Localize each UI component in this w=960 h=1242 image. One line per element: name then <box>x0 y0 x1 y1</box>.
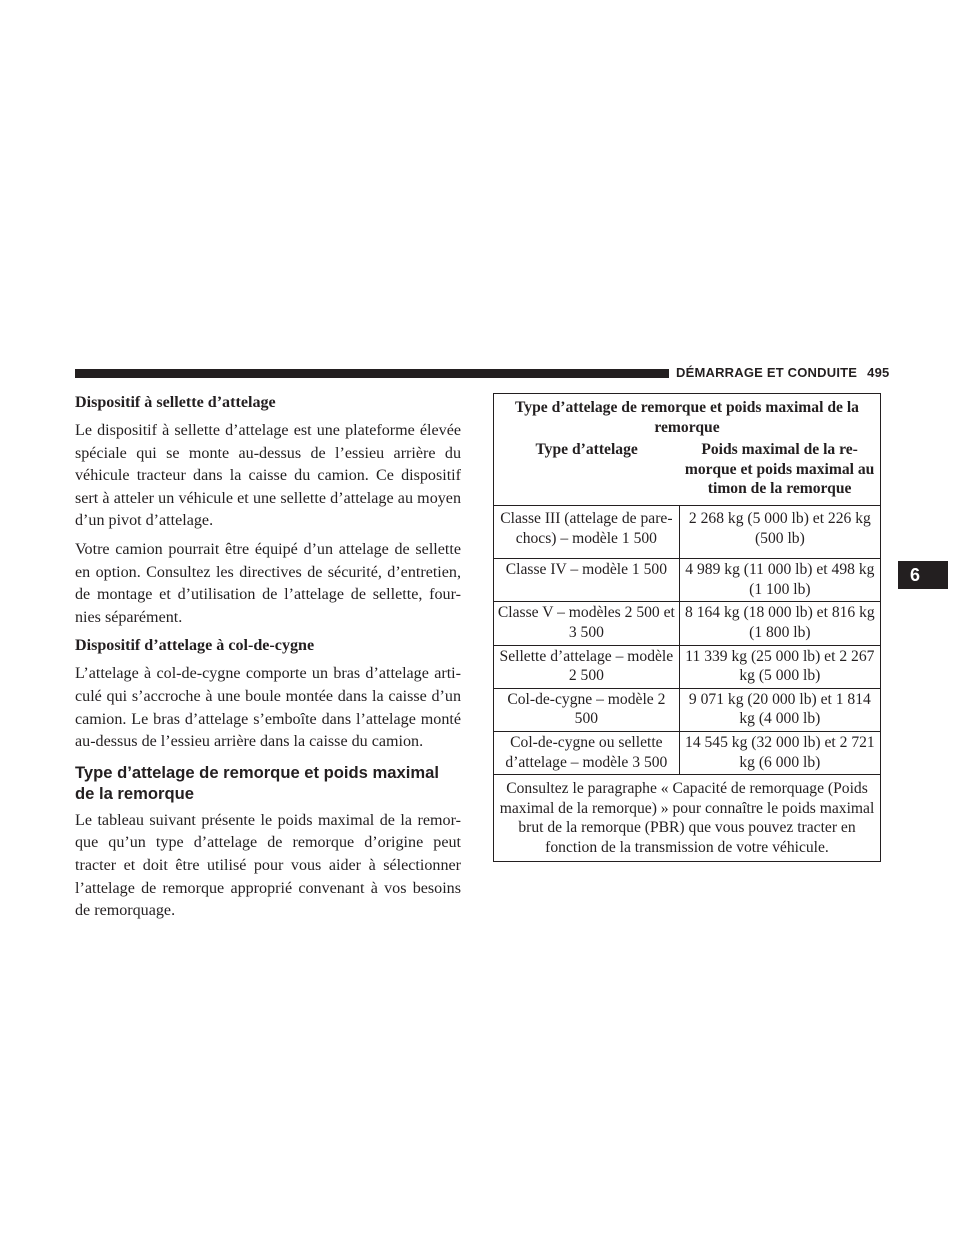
cell-type: Sellette d’attelage – modèle 2 500 <box>494 645 680 688</box>
paragraph-fifth-wheel-1: Le dispositif à sellette d’attelage est une plateforme élevée spéciale qui se monte au-dessus de l’essieu arrière du véhicule tracteur dans la caisse du camion. Ce dispositif sert à atteler un véhicule et une sellette d’attelage au moyen d’un pivot d’attelage. <box>75 422 461 530</box>
section-title: Type d’attelage de remorque et poids maximal de la remorque <box>75 762 439 803</box>
cell-type: Classe IV – modèle 1 500 <box>494 559 680 602</box>
column-header-weight: Poids maximal de la re- morque et poids maximal au timon de la remorque <box>679 439 880 505</box>
table-title: Type d’attelage de remorque et poids maximal de la remorque <box>494 394 881 440</box>
cell-weight: 2 268 kg (5 000 lb) et 226 kg (500 lb) <box>679 505 880 558</box>
page-number: 495 <box>867 365 890 380</box>
left-column <box>75 392 461 929</box>
cell-type: Classe V – modèles 2 500 et 3 500 <box>494 602 680 645</box>
heading-gooseneck: Dispositif d’attelage à col-de-cygne <box>75 637 315 655</box>
table-note-row <box>494 775 881 862</box>
cell-weight: 14 545 kg (32 000 lb) et 2 721 kg (6 000 lb) <box>679 731 880 774</box>
paragraph-gooseneck: L’attelage à col-de-cygne comporte un bras d’attelage arti- culé qui s’accroche à une boule montée dans la caisse d’un camion. Le bras d’attelage s’emboîte dans l’attelage monté au-dessus de l’essieu arrière dans la caisse du camion. <box>75 665 461 751</box>
table-row <box>494 602 881 645</box>
table-row <box>494 645 881 688</box>
table-row <box>494 731 881 774</box>
table-row <box>494 688 881 731</box>
cell-weight: 4 989 kg (11 000 lb) et 498 kg (1 100 lb) <box>679 559 880 602</box>
cell-weight: 9 071 kg (20 000 lb) et 1 814 kg (4 000 lb) <box>679 688 880 731</box>
chapter-tab: 6 <box>898 561 948 589</box>
heading-fifth-wheel: Dispositif à sellette d’attelage <box>75 394 276 411</box>
section-name: DÉMARRAGE ET CONDUITE <box>676 365 858 380</box>
paragraph-fifth-wheel-2: Votre camion pourrait être équipé d’un attelage de sellette en option. Consultez les directives de sécurité, d’entretien, de montage et d’utilisation de l’attelage de sellette, four- nies séparément. <box>75 540 461 626</box>
cell-type: Classe III (attelage de pare-chocs) – modèle 1 500 <box>494 505 680 558</box>
hitch-weight-table <box>493 393 881 862</box>
table-row <box>494 505 881 558</box>
cell-type: Col-de-cygne ou sellette d’attelage – modèle 3 500 <box>494 731 680 774</box>
table-row <box>494 559 881 602</box>
table-header-row <box>494 439 881 505</box>
cell-type: Col-de-cygne – modèle 2 500 <box>494 688 680 731</box>
header-rule <box>75 369 669 378</box>
running-header <box>676 365 889 380</box>
table-note: Consultez le paragraphe « Capacité de remorquage (Poids maximal de la remorque) » pour connaître le poids maximal brut de la remorque (PBR) que vous pouvez tracter en fonction de la transmission de votre véhicule. <box>494 775 881 862</box>
paragraph-table-intro: Le tableau suivant présente le poids maximal de la remor- que qu’un type d’attelage de remorque d’origine peut tracter et doit être utilisé pour vous aider à sélectionner l’attelage de remorque approprié convenant à vos besoins de remorquage. <box>75 811 461 920</box>
table-title-row <box>494 394 881 440</box>
cell-weight: 11 339 kg (25 000 lb) et 2 267 kg (5 000 lb) <box>679 645 880 688</box>
column-header-type: Type d’attelage <box>494 439 680 505</box>
cell-weight: 8 164 kg (18 000 lb) et 816 kg (1 800 lb) <box>679 602 880 645</box>
